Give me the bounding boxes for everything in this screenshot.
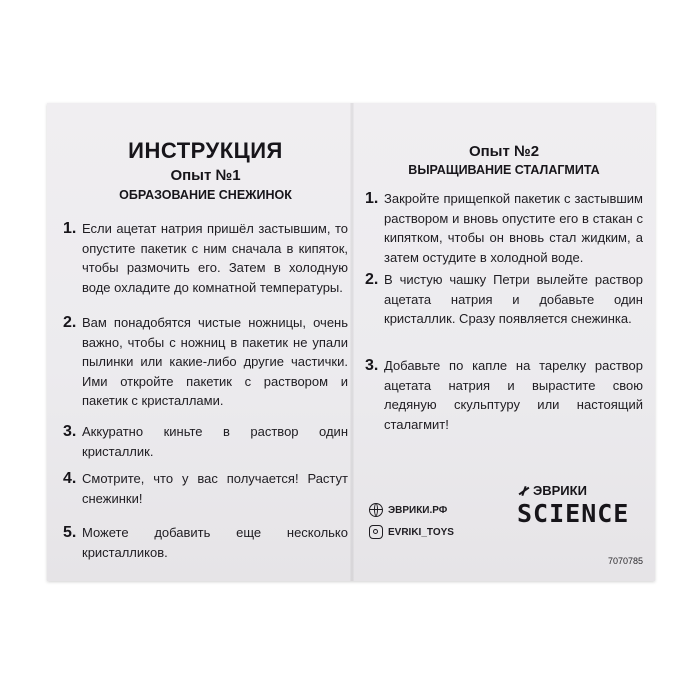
item-number: 2. <box>365 271 379 288</box>
main-title: ИНСТРУКЦИЯ <box>128 138 283 163</box>
experiment-1-subtitle: ОБРАЗОВАНИЕ СНЕЖИНОК <box>119 188 292 202</box>
list-item <box>63 523 348 562</box>
item-text: Закройте прищепкой пакетик с застывшим раствором и вновь опустите его в стакан с кипятком, чтобы он вновь стал жидким, а затем остудите в холодной воде. <box>384 191 643 265</box>
item-number: 2. <box>63 314 77 331</box>
item-number: 5. <box>63 524 77 541</box>
experiment-2-subtitle: ВЫРАЩИВАНИЕ СТАЛАГМИТА <box>408 163 600 177</box>
item-number: 3. <box>63 423 77 440</box>
sheet-fold <box>350 103 354 581</box>
product-code: 7070785 <box>607 556 643 566</box>
list-item <box>63 469 348 508</box>
item-text: Можете добавить еще несколько кристалликов. <box>82 525 348 560</box>
list-item <box>63 313 348 411</box>
list-item <box>63 422 348 461</box>
globe-icon <box>369 503 383 517</box>
instruction-sheet <box>47 103 655 581</box>
brand-name: SCIENCE <box>517 499 630 528</box>
instagram-icon <box>369 525 383 539</box>
item-text: Добавьте по капле на тарелку раствор ацетата натрия и вырастите свою ледяную скульптуру или настоящий сталагмит! <box>384 358 643 432</box>
instagram-text: EVRIKI_TOYS <box>388 526 454 538</box>
item-number: 1. <box>365 190 379 207</box>
item-number: 4. <box>63 470 77 487</box>
item-text: Если ацетат натрия пришёл застывшим, то опустите пакетик с ним сначала в кипяток, чтобы размочить его. Затем в холодную воде охладите до комнатной температуры. <box>82 221 348 295</box>
experiment-2-title: Опыт №2 <box>468 143 540 160</box>
brand-top <box>517 483 642 498</box>
item-text: Смотрите, что у вас получается! Растут снежинки! <box>82 471 348 506</box>
item-number: 3. <box>365 357 379 374</box>
brand-top-text: ЭВРИКИ <box>533 483 587 498</box>
list-item <box>365 270 643 329</box>
list-item <box>63 219 348 297</box>
list-item <box>365 356 643 434</box>
item-number: 1. <box>63 220 77 237</box>
list-item <box>365 189 643 267</box>
instagram-link <box>369 525 454 539</box>
item-text: Вам понадобятся чистые ножницы, очень важно, чтобы с ножниц в пакетик не упали пылинки или какие-либо другие частички. Ими откройте пакетик с раствором и пакетик с кристаллами. <box>82 315 348 408</box>
experiment-1-title: Опыт №1 <box>170 167 241 184</box>
item-text: В чистую чашку Петри вылейте раствор ацетата натрия и добавьте один кристаллик. Сразу появляется снежинка. <box>384 272 643 326</box>
website-link <box>369 503 447 517</box>
brand-mark-icon <box>517 484 531 498</box>
item-text: Аккуратно киньте в раствор один кристаллик. <box>82 424 348 459</box>
brand-logo <box>517 483 642 528</box>
website-text: ЭВРИКИ.РФ <box>388 504 448 516</box>
